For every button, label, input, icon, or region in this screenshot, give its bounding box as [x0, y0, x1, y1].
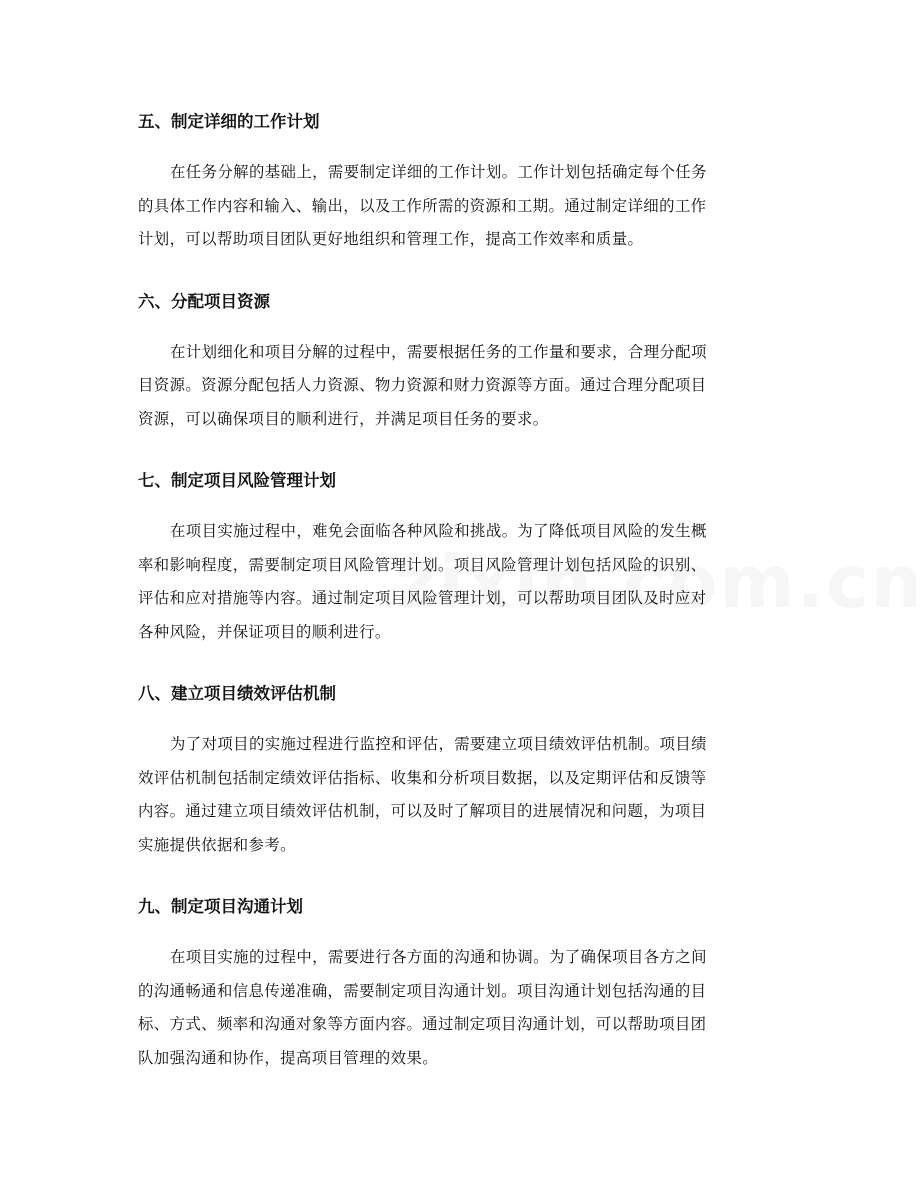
section-heading: 八、建立项目绩效评估机制: [138, 684, 336, 703]
paragraph-line: 在计划细化和项目分解的过程中，需要根据任务的工作量和要求，合理分配项: [170, 342, 707, 361]
section-heading: 七、制定项目风险管理计划: [138, 471, 336, 490]
section-7: [138, 464, 783, 649]
paragraph-line: 率和影响程度，需要制定项目风险管理计划。项目风险管理计划包括风险的识别、: [138, 555, 707, 574]
section-heading: 六、分配项目资源: [138, 291, 270, 311]
section-8: [138, 677, 783, 862]
paragraph-line: 计划，可以帮助项目团队更好地组织和管理工作，提高工作效率和质量。: [138, 230, 644, 248]
paragraph-line: 资源，可以确保项目的顺利进行，并满足项目任务的要求。: [138, 409, 549, 428]
paragraph-line: 评估和应对措施等内容。通过制定项目风险管理计划，可以帮助项目团队及时应对: [138, 589, 707, 607]
paragraph-line: 在项目实施过程中，难免会面临各种风险和挑战。为了降低项目风险的发生概: [170, 522, 707, 540]
paragraph-line: 标、方式、频率和沟通对象等方面内容。通过制定项目沟通计划，可以帮助项目团: [138, 1015, 707, 1033]
section-9: [138, 890, 783, 1075]
section-paragraph: [138, 515, 783, 649]
paragraph-line: 的具体工作内容和输入、输出，以及工作所需的资源和工期。通过制定详细的工作: [138, 196, 707, 215]
paragraph-line: 队加强沟通和协作，提高项目管理的效果。: [138, 1048, 439, 1067]
paragraph-line: 的沟通畅通和信息传递准确，需要制定项目沟通计划。项目沟通计划包括沟通的目: [138, 981, 707, 1000]
paragraph-line: 各种风险，并保证项目的顺利进行。: [138, 622, 391, 641]
paragraph-line: 为了对项目的实施过程进行监控和评估，需要建立项目绩效评估机制。项目绩: [170, 735, 707, 753]
section-paragraph: [138, 728, 783, 862]
paragraph-line: 目资源。资源分配包括人力资源、物力资源和财力资源等方面。通过合理分配项目: [138, 376, 707, 394]
paragraph-line: 内容。通过建立项目绩效评估机制，可以及时了解项目的进展情况和问题，为项目: [138, 802, 707, 820]
section-6: [138, 285, 783, 437]
paragraph-line: 效评估机制包括制定绩效评估指标、收集和分析项目数据，以及定期评估和反馈等: [138, 768, 707, 787]
section-paragraph: [138, 336, 783, 437]
section-paragraph: [138, 941, 783, 1075]
section-paragraph: [138, 156, 783, 257]
section-heading: 五、制定详细的工作计划: [138, 112, 320, 131]
document-body: [138, 105, 783, 1103]
paragraph-line: 在任务分解的基础上，需要制定详细的工作计划。工作计划包括确定每个任务: [170, 163, 707, 181]
paragraph-line: 在项目实施的过程中，需要进行各方面的沟通和协调。为了确保项目各方之间: [170, 948, 707, 966]
section-5: [138, 105, 783, 257]
paragraph-line: 实施提供依据和参考。: [138, 835, 296, 854]
section-heading: 九、制定项目沟通计划: [138, 897, 303, 916]
